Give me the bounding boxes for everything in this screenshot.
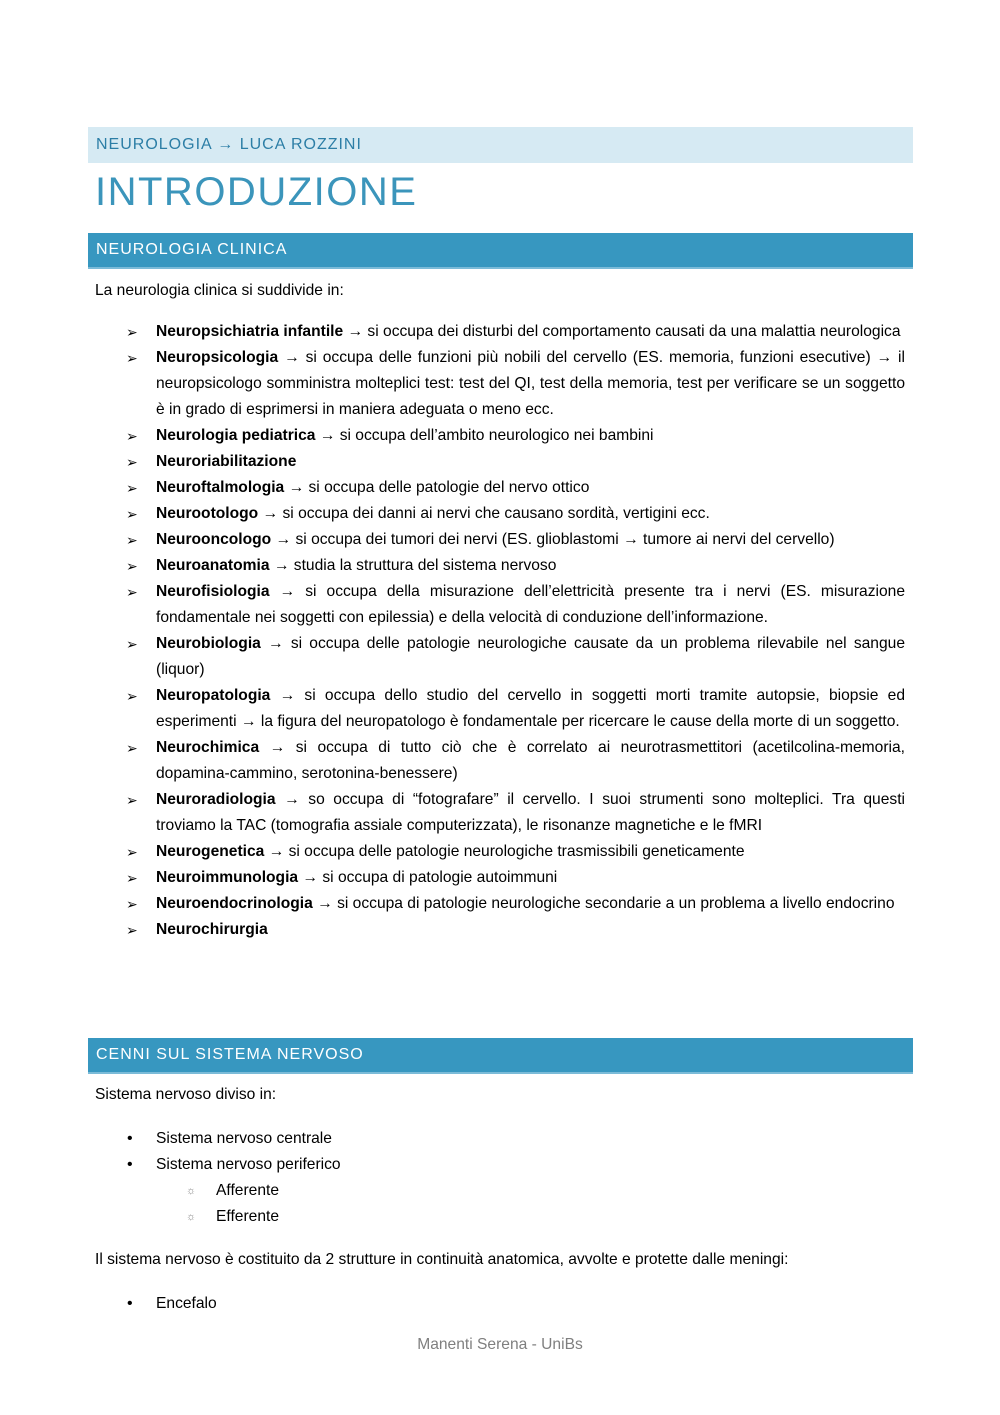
item-term: Neuropatologia	[156, 687, 271, 704]
section-heading-sistema-nervoso: CENNI SUL SISTEMA NERVOSO	[88, 1038, 913, 1074]
dot-bullet-icon: •	[127, 1295, 133, 1312]
list-item	[0, 553, 905, 579]
item-text: Efferente	[216, 1208, 279, 1225]
item-term: Neuropsichiatria infantile	[156, 323, 344, 340]
item-text: → si occupa dei tumori dei nervi (ES. glioblastomi → tumore ai nervi del cervello)	[271, 531, 835, 548]
arrow-bullet-icon: ➢	[126, 688, 138, 704]
section-intro: La neurologia clinica si suddivide in:	[95, 282, 344, 299]
sun-bullet-icon: ☼	[186, 1185, 197, 1197]
item-text: → si occupa della misurazione dell’elettricità presente tra i nervi (ES. misurazione fondamentale nei soggetti con epilessia) e della velocità di conduzione dell’informazione.	[156, 583, 905, 626]
item-term: Neurochirurgia	[156, 921, 268, 938]
item-text: → si occupa delle funzioni più nobili del cervello (ES. memoria, funzioni esecutive) → il neuropsicologo somministra molteplici test: test del QI, test della memoria, test per verificare se un soggetto è in grado di esprimersi in maniera adeguata o meno ecc.	[156, 349, 905, 418]
list-item	[0, 475, 905, 501]
list-item	[0, 1291, 905, 1317]
nervous-system-list	[0, 1126, 1000, 1230]
list-item	[0, 917, 905, 943]
list-item	[0, 631, 905, 683]
arrow-bullet-icon: ➢	[126, 350, 138, 366]
item-term: Neuroftalmologia	[156, 479, 285, 496]
item-text: → so occupa di “fotografare” il cervello. I suoi strumenti sono molteplici. Tra questi troviamo la TAC (tomografia assiale computerizzata), le risonanze magnetiche e le fMRI	[156, 791, 905, 834]
item-text: → si occupa delle patologie neurologiche trasmissibili geneticamente	[264, 843, 745, 860]
arrow-bullet-icon: ➢	[126, 480, 138, 496]
arrow-bullet-icon: ➢	[126, 506, 138, 522]
item-term: Neuropsicologia	[156, 349, 279, 366]
list-item	[0, 1152, 905, 1178]
arrow-bullet-icon: ➢	[126, 896, 138, 912]
list-item	[0, 683, 905, 735]
list-item	[0, 501, 905, 527]
item-text: Afferente	[216, 1182, 279, 1199]
item-text: → si occupa dell’ambito neurologico nei bambini	[315, 427, 654, 444]
list-item	[0, 527, 905, 553]
item-text: → si occupa di patologie autoimmuni	[298, 869, 558, 886]
arrow-bullet-icon: ➢	[126, 584, 138, 600]
item-text: Sistema nervoso periferico	[156, 1156, 341, 1173]
item-term: Neuroriabilitazione	[156, 453, 297, 470]
arrow-bullet-icon: ➢	[126, 844, 138, 860]
structures-list	[0, 1291, 1000, 1317]
footer: Manenti Serena - UniBs	[417, 1336, 583, 1353]
arrow-bullet-icon: ➢	[126, 454, 138, 470]
item-term: Neuroanatomia	[156, 557, 270, 574]
list-item	[0, 449, 905, 475]
item-term: Neuroimmunologia	[156, 869, 299, 886]
arrow-bullet-icon: ➢	[126, 870, 138, 886]
list-item	[0, 891, 905, 917]
section-intro-2: Sistema nervoso diviso in:	[95, 1086, 277, 1103]
list-item	[0, 319, 905, 345]
sun-bullet-icon: ☼	[186, 1211, 197, 1223]
arrow-bullet-icon: ➢	[126, 558, 138, 574]
paragraph-strutture: Il sistema nervoso è costituito da 2 strutture in continuità anatomica, avvolte e protette dalle meningi:	[95, 1251, 789, 1268]
item-text: → si occupa delle patologie del nervo ottico	[284, 479, 590, 496]
item-term: Neurootologo	[156, 505, 259, 522]
item-text: Encefalo	[156, 1295, 217, 1312]
sub-list-item	[0, 1178, 905, 1204]
item-text: → si occupa dello studio del cervello in soggetti morti tramite autopsie, biopsie ed esperimenti → la figura del neuropatologo è fondamentale per ricercare le cause della morte di un soggetto.	[156, 687, 905, 730]
item-term: Neurooncologo	[156, 531, 272, 548]
item-term: Neurochimica	[156, 739, 260, 756]
item-term: Neurofisiologia	[156, 583, 270, 600]
arrow-bullet-icon: ➢	[126, 740, 138, 756]
item-text: → si occupa di patologie neurologiche secondarie a un problema a livello endocrino	[312, 895, 895, 912]
section-heading-neurologia-clinica: NEUROLOGIA CLINICA	[88, 233, 913, 269]
item-term: Neurobiologia	[156, 635, 261, 652]
dot-bullet-icon: •	[127, 1156, 133, 1173]
item-text: Sistema nervoso centrale	[156, 1130, 332, 1147]
sub-list-item	[0, 1204, 905, 1230]
arrow-bullet-icon: ➢	[126, 532, 138, 548]
list-item	[0, 345, 905, 423]
arrow-bullet-icon: ➢	[126, 428, 138, 444]
list-item	[0, 423, 905, 449]
dot-bullet-icon: •	[127, 1130, 133, 1147]
item-text: → si occupa dei danni ai nervi che causano sordità, vertigini ecc.	[258, 505, 710, 522]
specialty-list	[0, 319, 1000, 943]
item-text: → si occupa delle patologie neurologiche causate da un problema rilevabile nel sangue (liquor)	[156, 635, 905, 678]
arrow-bullet-icon: ➢	[126, 636, 138, 652]
item-term: Neurogenetica	[156, 843, 265, 860]
arrow-bullet-icon: ➢	[126, 792, 138, 808]
item-text: → si occupa di tutto ciò che è correlato ai neurotrasmettitori (acetilcolina-memoria, dopamina-cammino, serotonina-benessere)	[156, 739, 905, 782]
header-band: NEUROLOGIA → LUCA ROZZINI	[88, 127, 913, 163]
item-term: Neuroendocrinologia	[156, 895, 313, 912]
item-text: → si occupa dei disturbi del comportamento causati da una malattia neurologica	[343, 323, 901, 340]
item-text: → studia la struttura del sistema nervoso	[269, 557, 557, 574]
list-item	[0, 787, 905, 839]
item-term: Neurologia pediatrica	[156, 427, 316, 444]
arrow-bullet-icon: ➢	[126, 324, 138, 340]
item-term: Neuroradiologia	[156, 791, 276, 808]
list-item	[0, 735, 905, 787]
list-item	[0, 1126, 905, 1152]
list-item	[0, 865, 905, 891]
arrow-bullet-icon: ➢	[126, 922, 138, 938]
list-item	[0, 579, 905, 631]
page-title: INTRODUZIONE	[95, 170, 418, 214]
list-item	[0, 839, 905, 865]
